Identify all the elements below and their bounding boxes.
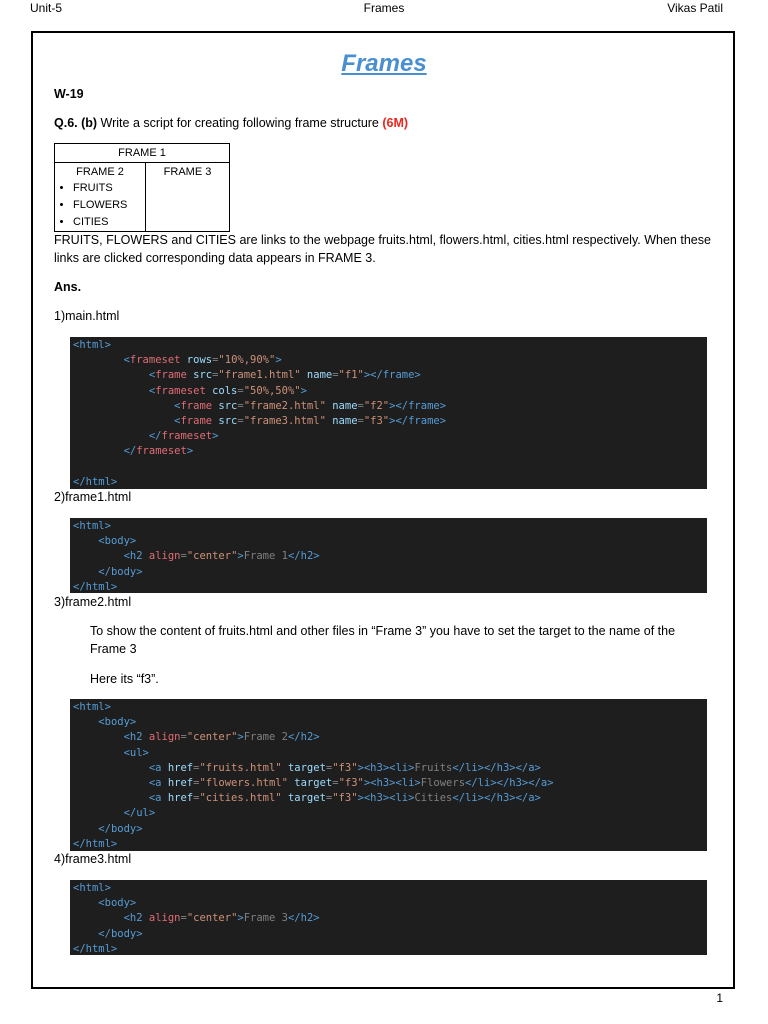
code-token: src bbox=[212, 415, 238, 428]
code-line bbox=[73, 776, 707, 791]
code-line bbox=[73, 519, 707, 534]
code-line bbox=[73, 565, 707, 580]
code-token: = bbox=[237, 415, 244, 428]
frame2-list bbox=[55, 180, 145, 231]
frame-structure-table bbox=[54, 143, 230, 232]
code-token: </li></h3></a> bbox=[452, 792, 541, 805]
code-token bbox=[73, 369, 149, 381]
code-token: "flowers.html" bbox=[199, 777, 288, 790]
code-line bbox=[73, 715, 707, 730]
code-token bbox=[73, 415, 174, 427]
code-token: </ bbox=[123, 445, 137, 458]
code-line bbox=[73, 911, 707, 926]
code-frame3-html bbox=[70, 880, 707, 955]
code-token: > bbox=[275, 354, 282, 367]
code-token bbox=[73, 535, 98, 547]
code-token: = bbox=[212, 369, 219, 382]
code-token: frameset bbox=[129, 354, 181, 367]
code-token: Fruits bbox=[414, 761, 453, 774]
code-token: = bbox=[180, 731, 187, 744]
code-token: = bbox=[325, 761, 333, 774]
code-line bbox=[73, 881, 707, 896]
code-token: > bbox=[212, 430, 219, 443]
code-token: <html> bbox=[73, 520, 111, 532]
code-token: </h2> bbox=[287, 912, 320, 925]
code-token: name bbox=[325, 415, 358, 428]
section-frame3-html: 4)frame3.html bbox=[54, 852, 132, 866]
code-token: href bbox=[161, 777, 194, 790]
code-token: href bbox=[161, 792, 194, 805]
code-token: > bbox=[237, 912, 244, 925]
code-token: <html> bbox=[73, 339, 111, 351]
code-token: = bbox=[193, 777, 200, 790]
code-token: "frame3.html" bbox=[243, 415, 326, 428]
code-token bbox=[73, 912, 124, 924]
code-token: "center" bbox=[186, 912, 238, 925]
code-token: Flowers bbox=[420, 777, 466, 790]
code-token: = bbox=[332, 777, 339, 790]
code-line bbox=[73, 384, 707, 399]
code-token: <body> bbox=[98, 535, 137, 548]
code-token: src bbox=[212, 399, 238, 412]
code-token: "f3" bbox=[363, 415, 390, 428]
code-line bbox=[73, 806, 707, 821]
code-line bbox=[73, 730, 707, 745]
description-line: links are clicked corresponding data appears in FRAME 3. bbox=[54, 251, 376, 265]
code-token: = bbox=[332, 369, 339, 382]
code-line bbox=[73, 822, 707, 837]
code-token: ></frame> bbox=[363, 369, 421, 382]
code-line bbox=[73, 927, 707, 942]
code-token: frame bbox=[180, 399, 213, 412]
code-line bbox=[73, 896, 707, 911]
code-token: <body> bbox=[98, 716, 137, 729]
code-token: Frame 1 bbox=[243, 550, 288, 563]
code-token: </body> bbox=[98, 927, 143, 940]
code-token: "f3" bbox=[332, 792, 358, 805]
code-token bbox=[73, 400, 174, 412]
frame2-cell bbox=[55, 163, 146, 232]
code-token: <h2 bbox=[123, 731, 143, 744]
code-token bbox=[73, 747, 124, 759]
code-line bbox=[73, 549, 707, 564]
code-token: </ bbox=[148, 430, 162, 443]
code-line bbox=[73, 791, 707, 806]
code-line bbox=[73, 444, 707, 459]
code-token: > bbox=[237, 731, 244, 744]
code-token: = bbox=[180, 550, 187, 563]
code-token: Cities bbox=[414, 792, 453, 805]
code-token: ><h3><li> bbox=[357, 761, 415, 774]
header-unit: Unit-5 bbox=[30, 1, 63, 15]
question-marks: (6M) bbox=[382, 116, 409, 130]
code-token: <h2 bbox=[123, 550, 143, 563]
code-token: "f3" bbox=[338, 777, 364, 790]
code-token: ><h3><li> bbox=[363, 777, 421, 790]
answer-label: Ans. bbox=[54, 280, 82, 294]
code-token: </html> bbox=[73, 580, 118, 593]
code-token: > bbox=[300, 384, 307, 397]
code-token bbox=[73, 461, 79, 473]
page-header bbox=[0, 0, 768, 20]
note-line: Frame 3 bbox=[90, 642, 137, 656]
code-token bbox=[73, 823, 98, 835]
code-token: "f3" bbox=[332, 761, 358, 774]
code-token: src bbox=[186, 369, 213, 382]
code-token bbox=[73, 716, 98, 728]
code-token: frameset bbox=[136, 445, 187, 458]
code-line bbox=[73, 746, 707, 761]
code-token: "f2" bbox=[363, 399, 390, 412]
code-main-html bbox=[70, 337, 707, 489]
code-token: name bbox=[300, 369, 333, 382]
section-frame1-html: 2)frame1.html bbox=[54, 490, 132, 504]
code-line bbox=[73, 353, 707, 368]
header-topic: Frames bbox=[363, 1, 405, 15]
code-token: </h2> bbox=[287, 550, 320, 563]
description-line: FRUITS, FLOWERS and CITIES are links to the webpage fruits.html, flowers.html, cities.html respectively. When these bbox=[54, 233, 711, 247]
list-item: • FRUITS bbox=[73, 180, 145, 197]
code-token: = bbox=[325, 792, 333, 805]
code-token bbox=[73, 354, 124, 366]
code-token bbox=[73, 385, 149, 397]
code-token: = bbox=[180, 912, 187, 925]
code-token: < bbox=[148, 384, 156, 397]
code-frame1-html bbox=[70, 518, 707, 593]
code-token: target bbox=[287, 777, 333, 790]
code-token: > bbox=[237, 550, 244, 563]
code-token: = bbox=[237, 399, 244, 412]
code-line bbox=[73, 580, 707, 595]
code-line bbox=[73, 475, 707, 490]
code-token: <a bbox=[148, 761, 162, 774]
code-token: frame bbox=[180, 415, 213, 428]
code-token bbox=[73, 430, 149, 442]
code-token bbox=[73, 928, 98, 940]
frame2-title: FRAME 2 bbox=[76, 166, 124, 178]
list-item: • FLOWERS bbox=[73, 197, 145, 214]
section-main-html: 1)main.html bbox=[54, 309, 120, 323]
code-token: align bbox=[142, 731, 181, 744]
code-token: "10%,90%" bbox=[218, 354, 276, 367]
code-token: </body> bbox=[98, 822, 143, 835]
code-token bbox=[73, 550, 124, 562]
code-line bbox=[73, 414, 707, 429]
page-title: Frames bbox=[341, 50, 427, 77]
frame3-title: FRAME 3 bbox=[163, 166, 212, 178]
code-line bbox=[73, 460, 707, 475]
code-line bbox=[73, 837, 707, 852]
frame3-cell bbox=[146, 163, 230, 232]
code-token: = bbox=[237, 384, 244, 397]
code-line bbox=[73, 429, 707, 444]
code-token: < bbox=[174, 399, 181, 412]
code-token: "cities.html" bbox=[199, 792, 282, 805]
code-line bbox=[73, 700, 707, 715]
list-item: • CITIES bbox=[73, 214, 145, 231]
code-token: </html> bbox=[73, 475, 118, 488]
code-token bbox=[73, 566, 98, 578]
target-note-here: Here its “f3”. bbox=[90, 672, 159, 686]
code-token: "fruits.html" bbox=[199, 761, 282, 774]
code-token: ></frame> bbox=[389, 399, 447, 412]
code-token: < bbox=[123, 354, 130, 367]
code-token: = bbox=[357, 415, 364, 428]
page-number: 1 bbox=[716, 991, 723, 1005]
code-token bbox=[73, 792, 149, 804]
section-frame2-html: 3)frame2.html bbox=[54, 595, 132, 609]
question-number: Q.6. (b) bbox=[54, 116, 98, 130]
code-token bbox=[73, 731, 124, 743]
code-token: = bbox=[212, 354, 219, 367]
code-token: frameset bbox=[161, 430, 213, 443]
code-token: Frame 3 bbox=[243, 912, 288, 925]
code-line bbox=[73, 761, 707, 776]
code-token: <html> bbox=[73, 882, 111, 894]
code-token: "f1" bbox=[338, 369, 364, 382]
code-token: = bbox=[193, 761, 200, 774]
code-token: "center" bbox=[186, 731, 238, 744]
code-token bbox=[73, 777, 149, 789]
code-token: <body> bbox=[98, 897, 137, 910]
note-line: To show the content of fruits.html and other files in “Frame 3” you have to set the target to the name of the bbox=[90, 624, 676, 638]
code-token: target bbox=[281, 761, 326, 774]
code-token: <a bbox=[148, 777, 162, 790]
code-token: </html> bbox=[73, 837, 118, 850]
code-token: <a bbox=[148, 792, 162, 805]
code-token: name bbox=[325, 399, 358, 412]
code-token: align bbox=[142, 912, 181, 925]
code-token: </html> bbox=[73, 942, 118, 955]
code-token: = bbox=[193, 792, 200, 805]
code-token: </body> bbox=[98, 565, 143, 578]
code-token bbox=[73, 897, 98, 909]
code-token: </ul> bbox=[123, 807, 156, 820]
code-token: "center" bbox=[186, 550, 238, 563]
code-line bbox=[73, 534, 707, 549]
code-token: = bbox=[357, 399, 364, 412]
exam-code: W-19 bbox=[54, 87, 84, 101]
question-line bbox=[54, 114, 408, 132]
code-frame2-html bbox=[70, 699, 707, 851]
code-token: </li></h3></a> bbox=[452, 761, 541, 774]
question-text: Write a script for creating following frame structure bbox=[100, 116, 379, 130]
target-note bbox=[90, 622, 720, 658]
code-token: rows bbox=[180, 354, 213, 367]
code-token: </h2> bbox=[287, 731, 320, 744]
code-token bbox=[73, 762, 149, 774]
code-token: < bbox=[148, 369, 156, 382]
code-token: href bbox=[161, 761, 194, 774]
code-token: target bbox=[281, 792, 326, 805]
code-token: <ul> bbox=[123, 746, 149, 759]
code-token: frame bbox=[155, 369, 187, 382]
code-token: > bbox=[186, 445, 194, 458]
code-line bbox=[73, 338, 707, 353]
code-token: ></frame> bbox=[389, 415, 447, 428]
code-token: cols bbox=[205, 384, 238, 397]
code-token: "50%,50%" bbox=[243, 384, 301, 397]
header-author: Vikas Patil bbox=[667, 1, 723, 15]
code-token: "frame1.html" bbox=[218, 369, 301, 382]
code-token: ><h3><li> bbox=[357, 792, 415, 805]
code-token: <h2 bbox=[123, 912, 143, 925]
code-token: Frame 2 bbox=[243, 731, 288, 744]
code-token bbox=[73, 807, 124, 819]
code-line bbox=[73, 942, 707, 957]
code-token: align bbox=[142, 550, 181, 563]
frame1-cell: FRAME 1 bbox=[55, 144, 230, 163]
code-token: </li></h3></a> bbox=[465, 777, 554, 790]
description bbox=[54, 231, 724, 267]
code-token: < bbox=[174, 415, 181, 428]
code-token: "frame2.html" bbox=[243, 399, 326, 412]
code-line bbox=[73, 368, 707, 383]
code-token: <html> bbox=[73, 701, 111, 713]
code-line bbox=[73, 399, 707, 414]
code-token bbox=[73, 445, 124, 457]
code-token: frameset bbox=[155, 384, 206, 397]
